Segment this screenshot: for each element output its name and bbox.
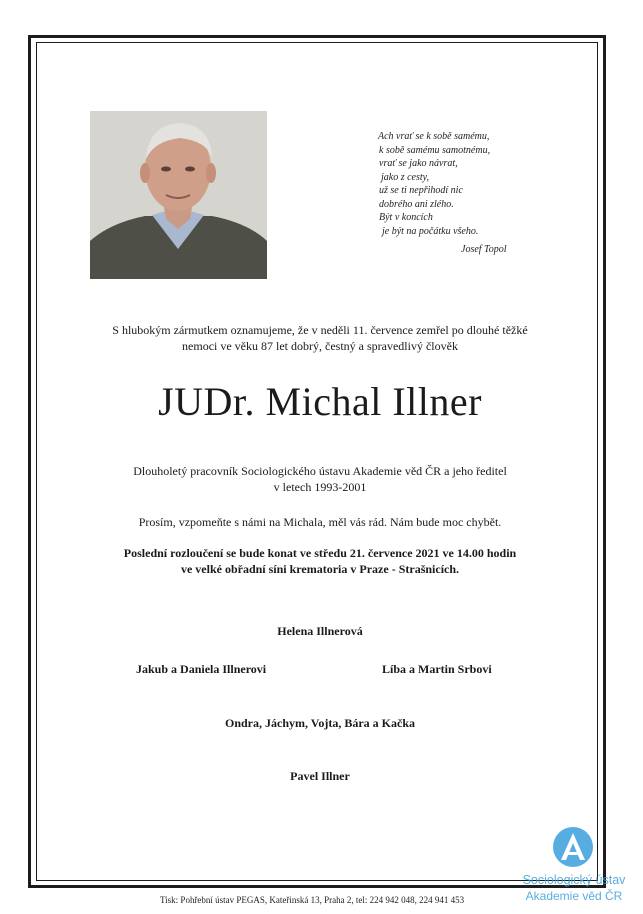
portrait-photo (90, 111, 267, 279)
poem-line: už se ti nepřihodí nic (379, 185, 463, 196)
description-text (60, 463, 580, 495)
poem-line: Ach vrať se k sobě samému, (378, 131, 490, 142)
deceased-name: JUDr. Michal Illner (158, 379, 482, 424)
poem-line: Být v koncích (379, 212, 433, 223)
poem (378, 130, 578, 255)
mourner-liba: Líba a Martin Srbovi (382, 662, 492, 676)
remember-text: Prosím, vzpomeňte s námi na Michala, měl vás rád. Nám bude moc chybět. (138, 515, 502, 529)
mourner-jakub: Jakub a Daniela Illnerovi (136, 662, 267, 676)
poem-line: jako z cesty, (381, 171, 430, 183)
mourner-pavel: Pavel Illner (290, 769, 350, 783)
funeral-line: Poslední rozloučení se bude konat ve středu 21. července 2021 ve 14.00 hodin (123, 546, 517, 560)
poem-line: je být na počátku všeho. (382, 225, 479, 237)
watermark-line: Akademie věd ČR (525, 889, 623, 903)
poem-line: vrať se jako návrat, (379, 158, 458, 169)
institute-logo-icon (552, 826, 594, 868)
poem-line: k sobě samému samotnému, (379, 144, 491, 156)
watermark-line: Sociologický ústav (522, 873, 626, 887)
funeral-info (60, 545, 580, 577)
funeral-line: ve velké obřadní síni krematoria v Praze - Strašnicích. (180, 562, 460, 576)
institute-watermark (508, 826, 638, 906)
description-line: Dlouholetý pracovník Sociologického ústavu Akademie věd ČR a jeho ředitel (133, 464, 507, 478)
printer-footer: Tisk: Pohřební ústav PEGAS, Kateřinská 13, Praha 2, tel: 224 942 048, 224 941 453 (160, 895, 465, 905)
announcement-line: S hlubokým zármutkem oznamujeme, že v neděli 11. července zemřel po dlouhé těžké (112, 323, 528, 337)
poem-author: Josef Topol (461, 244, 507, 255)
description-line: v letech 1993-2001 (273, 480, 367, 494)
poem-line: dobrého ani zlého. (379, 198, 454, 210)
announcement-line: nemoci ve věku 87 let dobrý, čestný a spravedlivý člověk (182, 339, 458, 353)
announcement-text (60, 322, 580, 354)
mourner-ondra: Ondra, Jáchym, Vojta, Bára a Kačka (224, 716, 415, 730)
mourner-helena: Helena Illnerová (277, 624, 363, 638)
